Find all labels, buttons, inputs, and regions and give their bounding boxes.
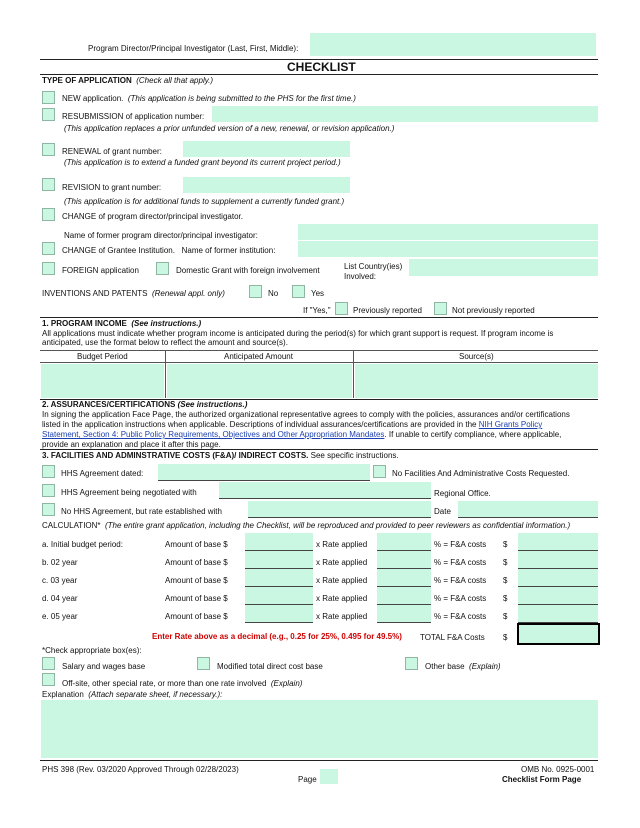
renewal-checkbox[interactable] — [42, 143, 55, 156]
former-institution-field[interactable] — [298, 241, 598, 257]
base-amount-field[interactable] — [245, 569, 313, 586]
form-number: PHS 398 (Rev. 03/2020 Approved Through 02/28/2023) — [42, 765, 239, 774]
fa-costs-label: % = F&A costs — [434, 612, 487, 621]
calc-row-label: a. Initial budget period: — [42, 540, 123, 549]
underline — [458, 517, 598, 518]
renewal-label: RENEWAL of grant number: — [62, 147, 162, 156]
rate-established-with-field[interactable] — [248, 501, 431, 517]
base-label: Amount of base $ — [165, 612, 228, 621]
inventions-no-label: No — [268, 289, 279, 298]
type-heading: TYPE OF APPLICATION (Check all that apply.) — [42, 76, 214, 85]
rate-label: x Rate applied — [316, 612, 368, 621]
inventions-label: INVENTIONS AND PATENTS (Renewal appl. only) — [42, 289, 225, 298]
pd-label: Program Director/Principal Investigator (Last, First, Middle): — [88, 44, 299, 53]
foreign-checkbox[interactable] — [42, 262, 55, 275]
table-border — [353, 350, 354, 398]
table-border — [40, 362, 598, 363]
page-number-field[interactable] — [320, 769, 338, 784]
budget-period-header: Budget Period — [77, 352, 128, 361]
hhs-negotiated-checkbox[interactable] — [42, 484, 55, 497]
new-label: NEW application. (This application is being submitted to the PHS for the first time.) — [62, 94, 356, 103]
underline — [219, 498, 431, 499]
countries-field[interactable] — [409, 259, 598, 276]
countries-label: List Country(ies) — [344, 262, 403, 271]
if-yes-label: If "Yes," — [303, 306, 331, 315]
base-label: Amount of base $ — [165, 576, 228, 585]
dollar-sign: $ — [503, 594, 508, 603]
dollar-sign: $ — [503, 612, 508, 621]
offsite-checkbox[interactable] — [42, 673, 55, 686]
date-label: Date — [434, 507, 451, 516]
facilities-heading: 3. FACILITIES AND ADMINSTRATIVE COSTS (F&A)/ INDIRECT COSTS. See specific instructions. — [42, 451, 399, 460]
offsite-label: Off-site, other special rate, or more than one rate involved (Explain) — [62, 679, 303, 688]
revision-label: REVISION to grant number: — [62, 183, 162, 192]
previously-reported-checkbox[interactable] — [335, 302, 348, 315]
other-base-label: Other base (Explain) — [425, 662, 501, 671]
total-fa-field[interactable] — [517, 623, 600, 645]
no-fa-label: No Facilities And Administrative Costs Requested. — [392, 469, 570, 478]
change-pd-checkbox[interactable] — [42, 208, 55, 221]
domestic-foreign-checkbox[interactable] — [156, 262, 169, 275]
base-amount-field[interactable] — [245, 551, 313, 568]
inventions-yes-checkbox[interactable] — [292, 285, 305, 298]
fa-costs-field[interactable] — [518, 587, 598, 604]
calculation-label: CALCULATION* (The entire grant application, including the Checklist, will be reproduced and provided to peer reviewers as confidential information.) — [42, 521, 571, 530]
fa-costs-label: % = F&A costs — [434, 540, 487, 549]
underline — [158, 480, 370, 481]
base-label: Amount of base $ — [165, 594, 228, 603]
regional-office-field[interactable] — [219, 482, 431, 498]
former-pd-field[interactable] — [298, 224, 598, 240]
sources-header: Source(s) — [459, 352, 494, 361]
resubmission-checkbox[interactable] — [42, 108, 55, 121]
page-label: Page — [298, 775, 317, 784]
calc-row-label: c. 03 year — [42, 576, 78, 585]
hhs-date-field[interactable] — [158, 464, 370, 480]
fa-costs-label: % = F&A costs — [434, 576, 487, 585]
assurances-text-line3: Statement, Section 4: Public Policy Requirements, Objectives and Other Appropriation Mandates. If unable to certify compliance, where applicable, — [42, 430, 562, 439]
involved-label: Involved: — [344, 272, 377, 281]
divider — [40, 317, 598, 318]
rate-label: x Rate applied — [316, 594, 368, 603]
income-text-line2: anticipated, use the format below to reflect the amount and source(s). — [42, 338, 288, 347]
previously-reported-label: Previously reported — [353, 306, 422, 315]
dollar-sign: $ — [503, 540, 508, 549]
assurances-heading: 2. ASSURANCES/CERTIFICATIONS (See instructions.) — [42, 400, 248, 409]
budget-period-field[interactable] — [41, 364, 164, 398]
resubmission-number-field[interactable] — [212, 106, 598, 122]
regional-office-label: Regional Office. — [434, 489, 491, 498]
divider — [40, 449, 598, 450]
mtdc-checkbox[interactable] — [197, 657, 210, 670]
salary-wages-checkbox[interactable] — [42, 657, 55, 670]
calc-row-label: d. 04 year — [42, 594, 78, 603]
resubmission-note: (This application replaces a prior unfunded version of a new, renewal, or revision application.) — [64, 124, 395, 133]
anticipated-amount-header: Anticipated Amount — [224, 352, 293, 361]
change-pd-label: CHANGE of program director/principal investigator. — [62, 212, 243, 221]
inventions-yes-label: Yes — [311, 289, 325, 298]
fa-costs-label: % = F&A costs — [434, 594, 487, 603]
sources-field[interactable] — [355, 364, 598, 398]
fa-costs-field[interactable] — [518, 533, 598, 550]
divider — [40, 760, 598, 761]
resubmission-label: RESUBMISSION of application number: — [62, 112, 205, 121]
base-label: Amount of base $ — [165, 540, 228, 549]
check-box-note: *Check appropriate box(es): — [42, 646, 142, 655]
rate-label: x Rate applied — [316, 558, 368, 567]
table-border — [40, 350, 598, 351]
rate-field[interactable] — [377, 569, 431, 586]
underline — [248, 517, 431, 518]
rate-field[interactable] — [377, 533, 431, 550]
salary-wages-label: Salary and wages base — [62, 662, 146, 671]
revision-note: (This application is for additional funds to supplement a currently funded grant.) — [64, 197, 345, 206]
rate-field[interactable] — [377, 587, 431, 604]
assurances-text-line1: In signing the application Face Page, the authorized organizational representative agrees to comply with the policies, assurances and/or certifications — [42, 410, 570, 419]
total-fa-label: TOTAL F&A Costs — [420, 633, 485, 642]
page-title: CHECKLIST — [287, 60, 356, 74]
mtdc-label: Modified total direct cost base — [217, 662, 323, 671]
form-page-name: Checklist Form Page — [502, 775, 582, 784]
nih-policy-link[interactable]: NIH Grants Policy — [478, 420, 543, 429]
renewal-number-field[interactable] — [183, 141, 350, 157]
rate-decimal-note: Enter Rate above as a decimal (e.g., 0.25 for 25%, 0.495 for 49.5%) — [152, 632, 402, 641]
explanation-field[interactable] — [41, 700, 598, 758]
table-border — [165, 350, 166, 398]
dollar-sign: $ — [503, 576, 508, 585]
calc-row-label: e. 05 year — [42, 612, 78, 621]
inventions-no-checkbox[interactable] — [249, 285, 262, 298]
change-institution-checkbox[interactable] — [42, 242, 55, 255]
not-previously-reported-checkbox[interactable] — [434, 302, 447, 315]
underline — [245, 622, 313, 623]
divider — [40, 74, 598, 75]
foreign-label: FOREIGN application — [62, 266, 139, 275]
anticipated-amount-field[interactable] — [167, 364, 352, 398]
domestic-foreign-label: Domestic Grant with foreign involvement — [176, 266, 320, 275]
underline — [377, 622, 431, 623]
explanation-label: Explanation (Attach separate sheet, if necessary.): — [42, 690, 223, 699]
hhs-negotiated-label: HHS Agreement being negotiated with — [61, 488, 197, 497]
no-fa-checkbox[interactable] — [373, 465, 386, 478]
base-label: Amount of base $ — [165, 558, 228, 567]
fa-costs-field[interactable] — [518, 605, 598, 622]
hhs-dated-label: HHS Agreement dated: — [61, 469, 144, 478]
hhs-dated-checkbox[interactable] — [42, 465, 55, 478]
fa-costs-field[interactable] — [518, 569, 598, 586]
dollar-sign: $ — [503, 633, 508, 642]
base-amount-field[interactable] — [245, 533, 313, 550]
rate-label: x Rate applied — [316, 540, 368, 549]
no-hhs-label: No HHS Agreement, but rate established with — [61, 507, 222, 516]
revision-number-field[interactable] — [183, 177, 350, 193]
rate-field[interactable] — [377, 551, 431, 568]
revision-checkbox[interactable] — [42, 178, 55, 191]
no-hhs-checkbox[interactable] — [42, 503, 55, 516]
calc-row-label: b. 02 year — [42, 558, 78, 567]
dollar-sign: $ — [503, 558, 508, 567]
assurances-text-line4: provide an explanation and place it after this page. — [42, 440, 221, 449]
base-amount-field[interactable] — [245, 587, 313, 604]
date-field[interactable] — [458, 501, 598, 517]
rate-label: x Rate applied — [316, 576, 368, 585]
not-previously-reported-label: Not previously reported — [452, 306, 535, 315]
fa-costs-field[interactable] — [518, 551, 598, 568]
base-amount-field[interactable] — [245, 605, 313, 622]
rate-field[interactable] — [377, 605, 431, 622]
income-text-line1: All applications must indicate whether program income is anticipated during the period(s) for which grant support is request. If program income is — [42, 329, 554, 338]
change-institution-label: CHANGE of Grantee Institution. Name of former institution: — [62, 246, 276, 255]
other-base-checkbox[interactable] — [405, 657, 418, 670]
new-checkbox[interactable] — [42, 91, 55, 104]
omb-number: OMB No. 0925-0001 — [521, 765, 595, 774]
renewal-note: (This application is to extend a funded grant beyond its current project period.) — [64, 158, 341, 167]
pd-name-field[interactable] — [310, 33, 596, 56]
former-pd-label: Name of former program director/principal investigator: — [64, 231, 258, 240]
assurances-text-line2: listed in the application instructions when applicable. Descriptions of individual assurances/certifications are provided in the NIH Grants Policy — [42, 420, 543, 429]
income-heading: 1. PROGRAM INCOME (See instructions.) — [42, 319, 202, 328]
fa-costs-label: % = F&A costs — [434, 558, 487, 567]
nih-policy-section-link[interactable]: Statement, Section 4: Public Policy Requirements, Objectives and Other Appropriation Mandates — [42, 430, 385, 439]
